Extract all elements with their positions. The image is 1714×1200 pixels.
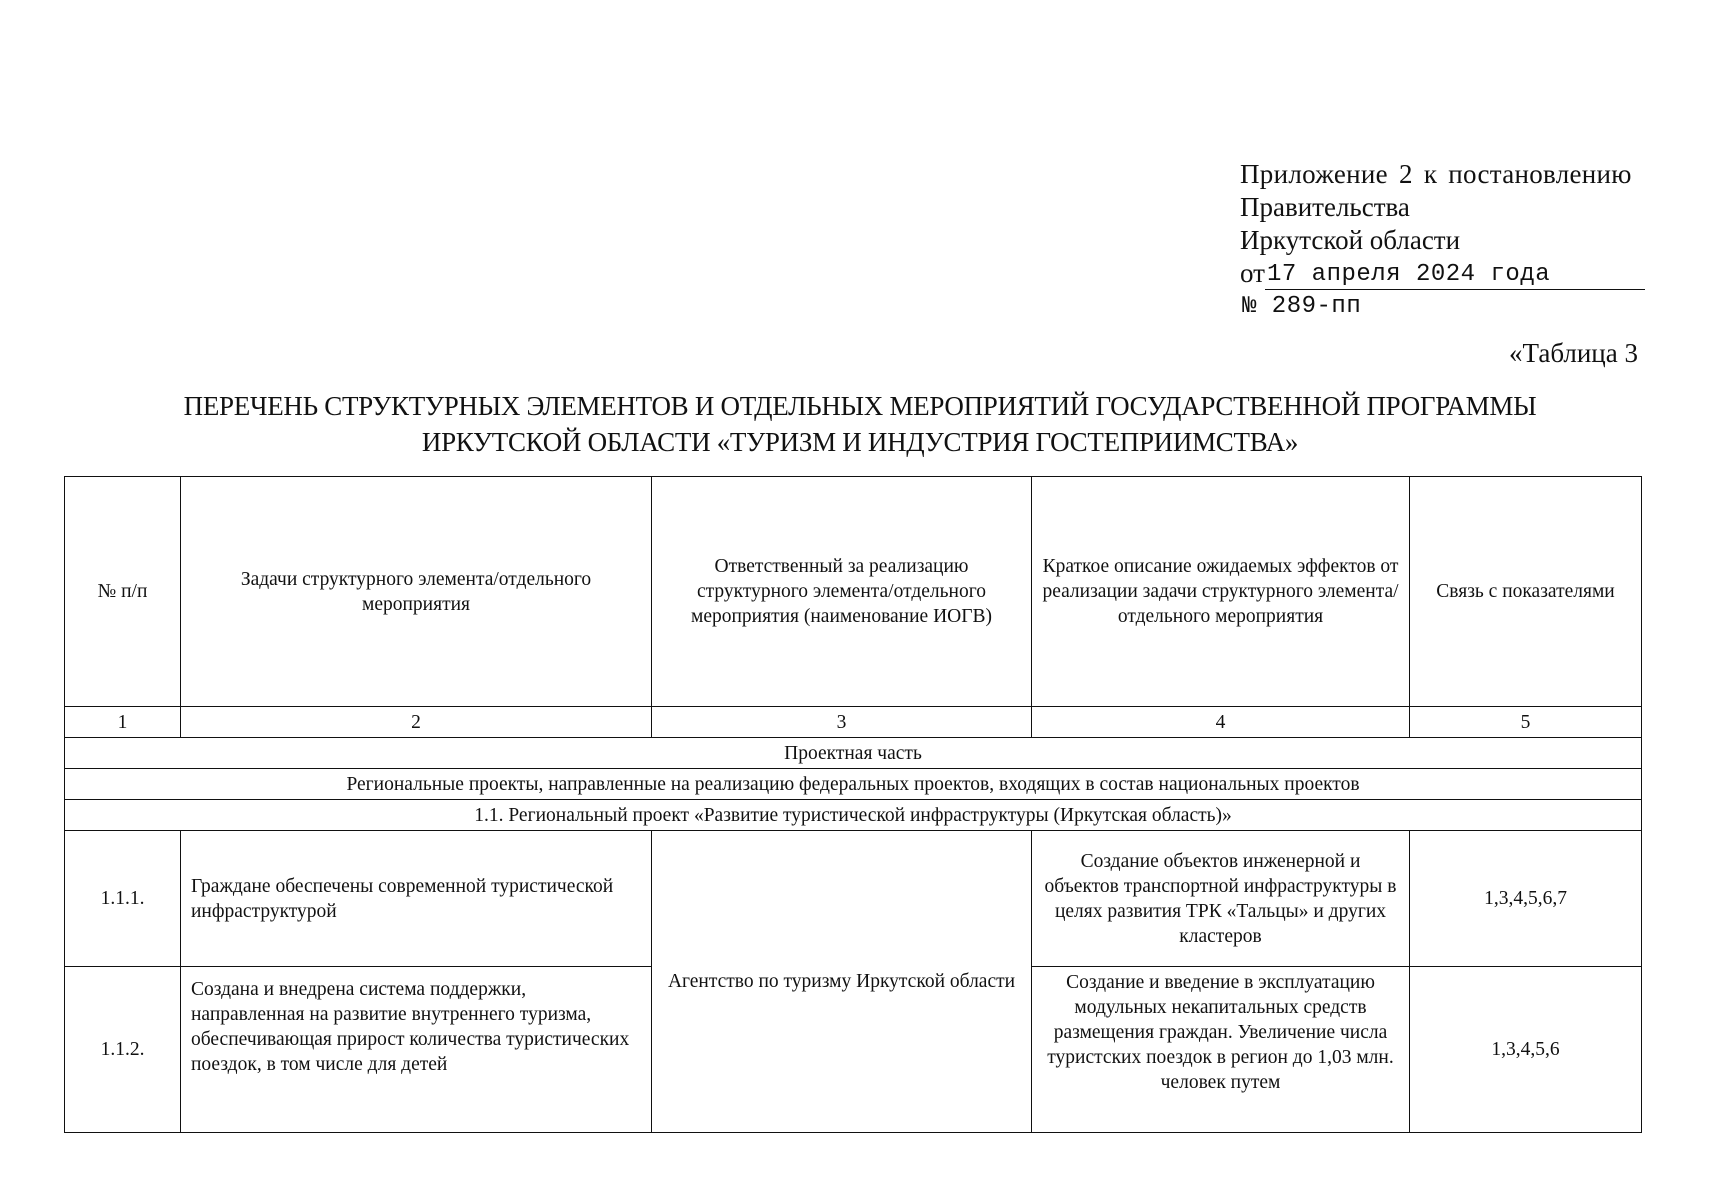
header-task: Задачи структурного элемента/отдельного мероприятия: [181, 477, 652, 707]
section-regional: Региональные проекты, направленные на реализацию федеральных проектов, входящих в состав национальных проектов: [65, 769, 1642, 800]
header-indicators: Связь с показателями: [1410, 477, 1642, 707]
section-row: [65, 738, 1642, 769]
appendix-line-2: Правительства: [1240, 192, 1410, 222]
row-effect: Создание и введение в эксплуатацию модульных некапитальных средств размещения граждан. Увеличение числа туристских поездок в регион до 1,03 млн. человек путем: [1032, 967, 1410, 1133]
row-responsible: Агентство по туризму Иркутской области: [652, 831, 1032, 1133]
document-title: [80, 388, 1640, 460]
row-effect: Создание объектов инженерной и объектов транспортной инфраструктуры в целях развития ТРК «Тальцы» и других кластеров: [1032, 831, 1410, 967]
column-number: 1: [65, 707, 181, 738]
appendix-line-1: Приложение 2 к постановлению: [1240, 159, 1632, 189]
table-header-row: [65, 477, 1642, 707]
appendix-header: [1240, 158, 1650, 323]
row-number: 1.1.1.: [65, 831, 181, 967]
section-row: [65, 800, 1642, 831]
column-number: 3: [652, 707, 1032, 738]
row-number: 1.1.2.: [65, 967, 181, 1133]
document-number: № 289-пп: [1242, 293, 1362, 320]
row-task: Создана и внедрена система поддержки, направленная на развитие внутреннего туризма, обеспечивающая прирост количества туристических поездок, в том числе для детей: [181, 967, 652, 1133]
row-indicators: 1,3,4,5,6,7: [1410, 831, 1642, 967]
row-task: Граждане обеспечены современной туристической инфраструктурой: [181, 831, 652, 967]
appendix-line-3: Иркутской области: [1240, 225, 1461, 255]
section-project: Проектная часть: [65, 738, 1642, 769]
section-1-1: 1.1. Региональный проект «Развитие туристической инфраструктуры (Иркутская область)»: [65, 800, 1642, 831]
program-table: [64, 476, 1642, 1133]
section-row: [65, 769, 1642, 800]
row-indicators: 1,3,4,5,6: [1410, 967, 1642, 1133]
header-effect: Краткое описание ожидаемых эффектов от реализации задачи структурного элемента/ отдельного мероприятия: [1032, 477, 1410, 707]
table-label: «Таблица 3: [1509, 338, 1638, 368]
header-responsible: Ответственный за реализацию структурного элемента/отдельного мероприятия (наименование ИОГВ): [652, 477, 1032, 707]
table-row: [65, 831, 1642, 967]
appendix-date-line: [1240, 257, 1650, 290]
header-number: № п/п: [65, 477, 181, 707]
column-number: 5: [1410, 707, 1642, 738]
title-line-2: ИРКУТСКОЙ ОБЛАСТИ «ТУРИЗМ И ИНДУСТРИЯ ГОСТЕПРИИМСТВА»: [421, 427, 1299, 457]
column-numbers-row: [65, 707, 1642, 738]
date-prefix: от: [1240, 258, 1265, 288]
title-line-1: ПЕРЕЧЕНЬ СТРУКТУРНЫХ ЭЛЕМЕНТОВ И ОТДЕЛЬНЫХ МЕРОПРИЯТИЙ ГОСУДАРСТВЕННОЙ ПРОГРАММЫ: [183, 391, 1537, 421]
date-value: 17 апреля 2024 года: [1265, 261, 1645, 290]
column-number: 2: [181, 707, 652, 738]
column-number: 4: [1032, 707, 1410, 738]
